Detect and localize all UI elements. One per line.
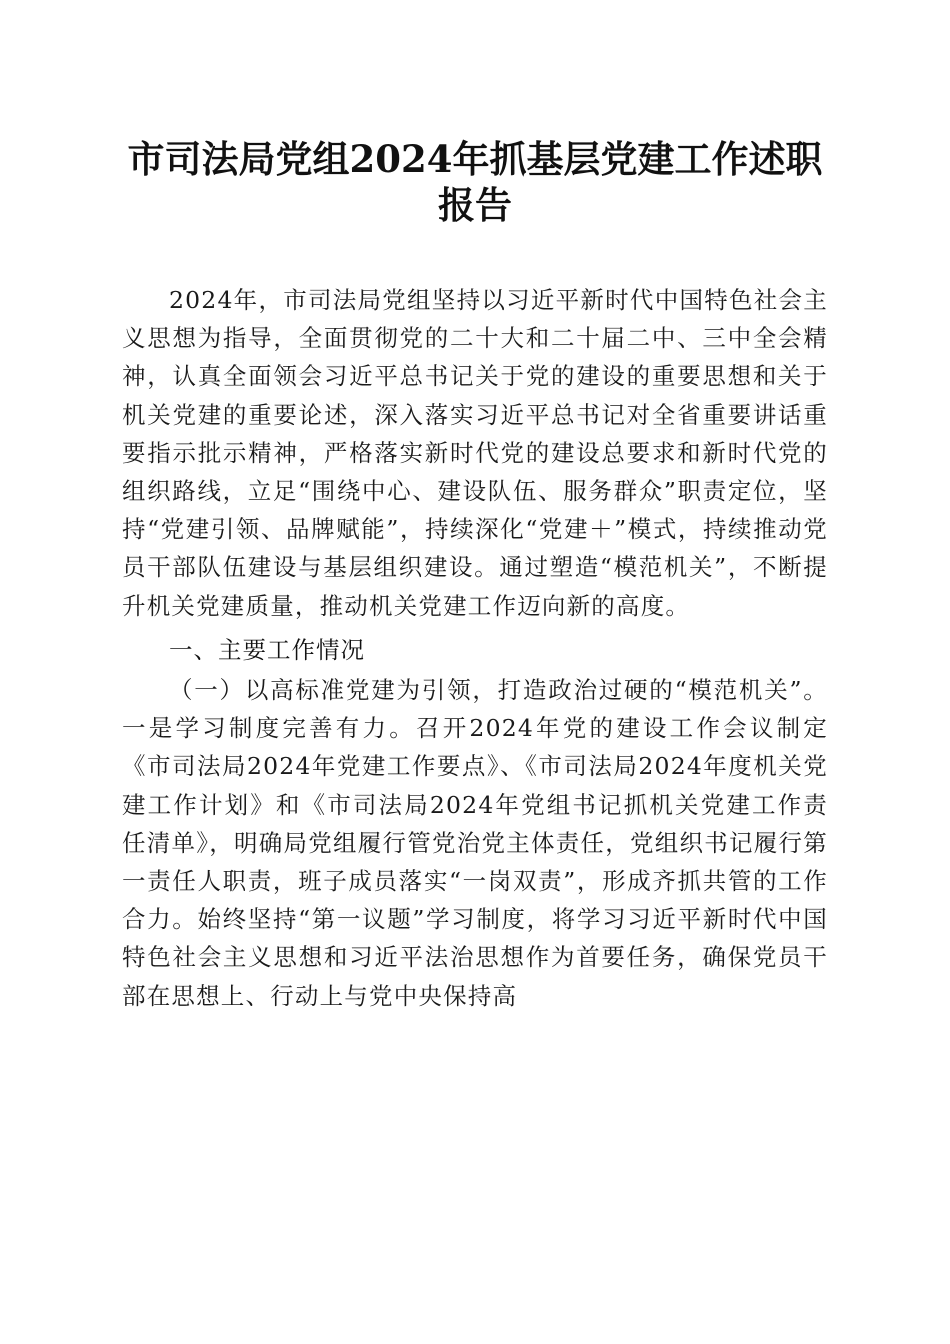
intro-paragraph: 2024年，市司法局党组坚持以习近平新时代中国特色社会主义思想为指导，全面贯彻党的二十大和二十届二中、三中全会精神，认真全面领会习近平总书记关于党的建设的重要思想和关于机关党建的重要论述，深入落实习近平总书记对全省重要讲话重要指示批示精神，严格落实新时代党的建设总要求和新时代党的组织路线，立足“围绕中心、建设队伍、服务群众”职责定位，坚持“党建引领、品牌赋能”，持续深化“党建＋”模式，持续推动党员干部队伍建设与基层组织建设。通过塑造“模范机关”，不断提升机关党建质量，推动机关党建工作迈向新的高度。 xyxy=(122,286,828,620)
document-page xyxy=(122,0,828,1015)
section-heading: 一、主要工作情况 xyxy=(169,635,365,664)
document-body xyxy=(122,281,828,1015)
document-title: 市司法局党组2024年抓基层党建工作述职报告 xyxy=(127,137,823,227)
subsection-paragraph: （一）以高标准党建为引领，打造政治过硬的“模范机关”。一是学习制度完善有力。召开2024年党的建设工作会议制定《市司法局2024年党建工作要点》、《市司法局2024年度机关党建工作计划》和《市司法局2024年党组书记抓机关党建工作责任清单》，明确局党组履行管党治党主体责任，党组织书记履行第一责任人职责，班子成员落实“一岗双责”，形成齐抓共管的工作合力。始终坚持“第一议题”学习制度，将学习习近平新时代中国特色社会主义思想和习近平法治思想作为首要任务，确保党员干部在思想上、行动上与党中央保持高 xyxy=(122,676,828,1010)
